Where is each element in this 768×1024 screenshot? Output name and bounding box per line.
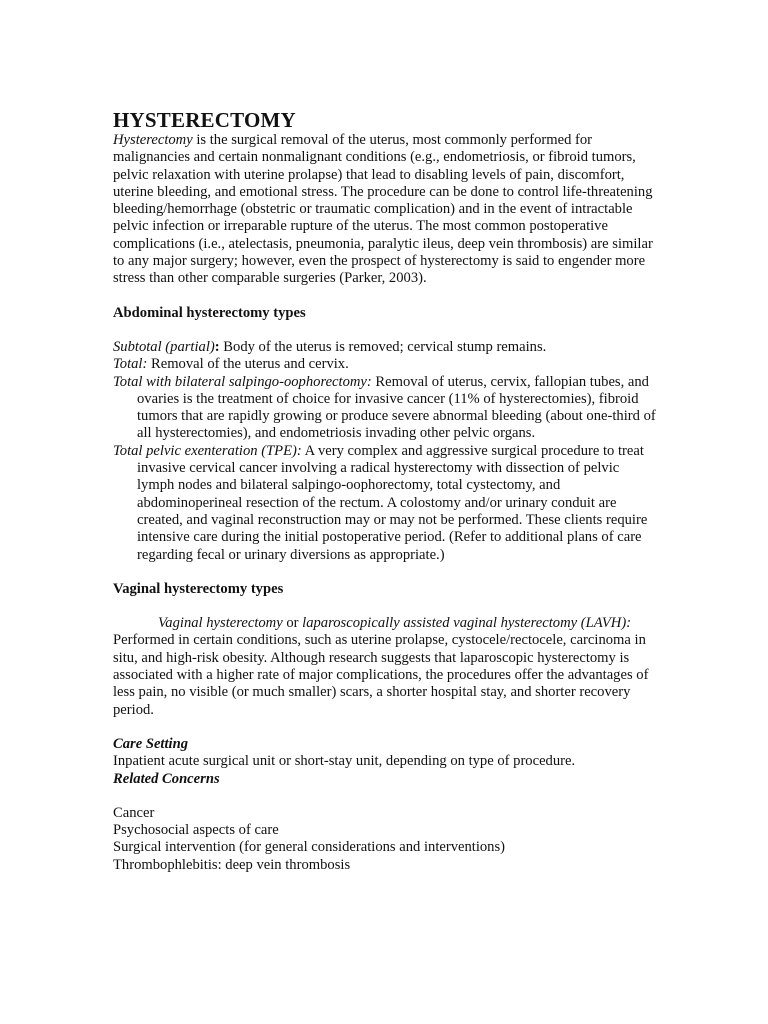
abdominal-item-text: Removal of the uterus and cervix. [147, 356, 349, 373]
intro-text: is the surgical removal of the uterus, most commonly performed for malignancies and certain nonmalignant conditions (e.g., endometriosis, or fibroid tumors, pelvic relaxation with uterine prolapse) that lead to disabling levels of pain, discomfort, uterine bleeding, and emotional stress. The procedure can be done to control life-threatening bleeding/hemorrhage (obstetric or traumatic complication) and in the event of intractable pelvic infection or irreparable rupture of the uterus. The most common postoperative complications (i.e., atelectasis, pneumonia, paralytic ileus, deep vein thrombosis) are similar to any major surgery; however, even the prospect of hysterectomy is said to engender more stress than other comparable surgeries (Parker, 2003). [113, 132, 653, 287]
abdominal-item-term: Total pelvic exenteration (TPE): [113, 442, 302, 459]
abdominal-heading: Abdominal hysterectomy types [113, 304, 306, 321]
related-item: Psychosocial aspects of care [113, 822, 279, 839]
care-setting-text: Inpatient acute surgical unit or short-stay unit, depending on type of procedure. [113, 753, 576, 770]
abdominal-item-sep: : [214, 338, 220, 355]
vaginal-heading: Vaginal hysterectomy types [113, 580, 284, 597]
vaginal-term-1: Vaginal hysterectomy [158, 615, 283, 632]
abdominal-item [113, 356, 658, 373]
vaginal-text: Performed in certain conditions, such as uterine prolapse, cystocele/rectocele, carcinoma in situ, and high-risk obesity. Although research suggests that laparoscopic hysterectomy is associated with a higher rate of major complications, the procedures offer the advantages of less pain, no visible (or much smaller) scars, a shorter hospital stay, and shorter recovery period. [113, 632, 649, 718]
vaginal-paragraph [113, 615, 658, 719]
vaginal-term-2: laparoscopically assisted vaginal hysterectomy (LAVH): [302, 615, 632, 632]
abdominal-item-text: Body of the uterus is removed; cervical stump remains. [219, 338, 547, 355]
abdominal-item-term: Total with bilateral salpingo-oophorectomy: [113, 373, 372, 390]
intro-term: Hysterectomy [113, 132, 193, 148]
abdominal-item [113, 443, 658, 564]
spacer [113, 788, 658, 805]
abdominal-item [113, 374, 658, 443]
abdominal-item-term: Subtotal (partial) [113, 338, 215, 355]
document-page [113, 108, 658, 874]
vaginal-connector: or [282, 615, 303, 632]
care-setting-heading: Care Setting [113, 735, 189, 752]
abdominal-item-text: A very complex and aggressive surgical procedure to treat invasive cervical cancer involving a radical hysterectomy with dissection of pelvic lymph nodes and bilateral salpingo-oophorectomy, total cystectomy, and abdominoperineal resection of the rectum. A colostomy and/or urinary conduit are created, and vaginal reconstruction may or may not be performed. These clients require intensive care during the initial postoperative period. (Refer to additional plans of care regarding fecal or urinary diversions as appropriate.) [137, 442, 648, 563]
page-title: HYSTERECTOMY [113, 108, 296, 132]
related-item: Thrombophlebitis: deep vein thrombosis [113, 856, 351, 873]
abdominal-item-text: Removal of uterus, cervix, fallopian tubes, and ovaries is the treatment of choice for invasive cancer (11% of hysterectomies), fibroid tumors that are rapidly growing or produce severe abnormal bleeding (about one-third of all hysterectomies), and endometriosis invading other pelvic organs. [137, 373, 656, 442]
abdominal-item-term: Total: [113, 356, 148, 373]
intro-paragraph [113, 132, 658, 288]
related-item: Surgical intervention (for general considerations and interventions) [113, 839, 506, 856]
spacer [113, 719, 658, 736]
related-concerns-heading: Related Concerns [113, 770, 220, 787]
abdominal-item [113, 339, 658, 356]
related-item: Cancer [113, 804, 155, 821]
